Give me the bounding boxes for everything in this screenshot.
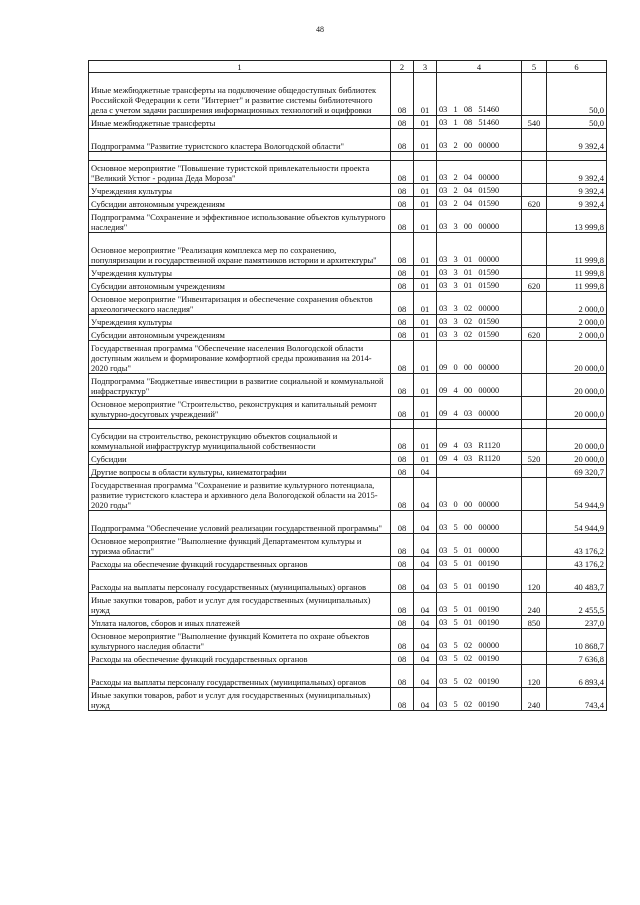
section-code-cell: 08 (391, 665, 414, 688)
target-article-cell: 03 5 01 00190 (437, 557, 522, 570)
row-name-cell: Учреждения культуры (89, 315, 391, 328)
table-row (89, 629, 607, 652)
subsection-code-cell: 01 (414, 161, 437, 184)
subsection-code-cell: 01 (414, 129, 437, 152)
target-article-cell: 03 5 02 00190 (437, 688, 522, 711)
target-article-cell: 03 5 01 00190 (437, 616, 522, 629)
section-code-cell: 08 (391, 557, 414, 570)
expense-type-cell (522, 152, 547, 161)
expense-type-cell: 240 (522, 688, 547, 711)
row-name-cell: Подпрограмма "Обеспечение условий реализации государственной программы" (89, 511, 391, 534)
expense-type-cell: 540 (522, 116, 547, 129)
table-body (89, 73, 607, 711)
target-article-cell: 03 3 00 00000 (437, 210, 522, 233)
expense-type-cell (522, 534, 547, 557)
section-code-cell: 08 (391, 616, 414, 629)
table-row (89, 152, 607, 161)
subsection-code-cell (414, 152, 437, 161)
amount-cell: 237,0 (547, 616, 607, 629)
row-name-cell: Субсидии на строительство, реконструкцию объектов социальной и коммунальной инфраструктур муниципальной собственности (89, 429, 391, 452)
section-code-cell: 08 (391, 129, 414, 152)
target-article-cell: 09 4 03 R1120 (437, 429, 522, 452)
subsection-code-cell: 04 (414, 629, 437, 652)
table-row (89, 665, 607, 688)
expense-type-cell (522, 341, 547, 374)
row-name-cell: Основное мероприятие "Выполнение функций Комитета по охране объектов культурного наследия области" (89, 629, 391, 652)
target-article-cell: 09 4 00 00000 (437, 374, 522, 397)
table-row (89, 534, 607, 557)
target-article-cell: 03 2 04 01590 (437, 184, 522, 197)
subsection-code-cell: 01 (414, 279, 437, 292)
section-code-cell: 08 (391, 629, 414, 652)
subsection-code-cell: 04 (414, 665, 437, 688)
section-code-cell: 08 (391, 73, 414, 116)
amount-cell: 11 999,8 (547, 279, 607, 292)
amount-cell: 9 392,4 (547, 129, 607, 152)
target-article-cell: 03 1 08 51460 (437, 116, 522, 129)
amount-cell: 69 320,7 (547, 465, 607, 478)
row-name-cell: Уплата налогов, сборов и иных платежей (89, 616, 391, 629)
target-article-cell: 03 3 02 01590 (437, 328, 522, 341)
target-article-cell: 03 3 01 01590 (437, 279, 522, 292)
table-row (89, 197, 607, 210)
expense-type-cell: 620 (522, 279, 547, 292)
table-row (89, 616, 607, 629)
table-row (89, 688, 607, 711)
column-header-1: 1 (89, 61, 391, 73)
subsection-code-cell: 01 (414, 429, 437, 452)
target-article-cell: 03 5 02 00190 (437, 652, 522, 665)
table-row (89, 73, 607, 116)
amount-cell: 54 944,9 (547, 511, 607, 534)
table-row (89, 420, 607, 429)
row-name-cell: Учреждения культуры (89, 266, 391, 279)
subsection-code-cell: 01 (414, 397, 437, 420)
section-code-cell: 08 (391, 534, 414, 557)
expense-type-cell (522, 478, 547, 511)
target-article-cell: 03 3 02 01590 (437, 315, 522, 328)
row-name-cell: Расходы на выплаты персоналу государственных (муниципальных) органов (89, 665, 391, 688)
amount-cell: 20 000,0 (547, 452, 607, 465)
expense-type-cell (522, 374, 547, 397)
subsection-code-cell: 01 (414, 197, 437, 210)
amount-cell: 9 392,4 (547, 197, 607, 210)
section-code-cell: 08 (391, 184, 414, 197)
section-code-cell: 08 (391, 279, 414, 292)
expense-type-cell (522, 292, 547, 315)
amount-cell: 9 392,4 (547, 161, 607, 184)
subsection-code-cell: 04 (414, 616, 437, 629)
expense-type-cell (522, 129, 547, 152)
subsection-code-cell (414, 420, 437, 429)
row-name-cell: Субсидии (89, 452, 391, 465)
subsection-code-cell: 01 (414, 328, 437, 341)
subsection-code-cell: 04 (414, 511, 437, 534)
expense-type-cell: 620 (522, 197, 547, 210)
row-name-cell: Субсидии автономным учреждениям (89, 279, 391, 292)
table-row (89, 593, 607, 616)
subsection-code-cell: 04 (414, 688, 437, 711)
amount-cell: 2 000,0 (547, 292, 607, 315)
target-article-cell (437, 152, 522, 161)
expense-type-cell (522, 315, 547, 328)
target-article-cell: 03 2 04 00000 (437, 161, 522, 184)
row-name-cell: Расходы на обеспечение функций государственных органов (89, 557, 391, 570)
section-code-cell: 08 (391, 328, 414, 341)
expense-type-cell (522, 652, 547, 665)
section-code-cell: 08 (391, 341, 414, 374)
expense-type-cell (522, 397, 547, 420)
table-row (89, 478, 607, 511)
subsection-code-cell: 04 (414, 593, 437, 616)
table-row (89, 557, 607, 570)
subsection-code-cell: 04 (414, 465, 437, 478)
subsection-code-cell: 01 (414, 374, 437, 397)
target-article-cell: 09 0 00 00000 (437, 341, 522, 374)
expense-type-cell (522, 511, 547, 534)
target-article-cell: 03 5 00 00000 (437, 511, 522, 534)
expense-type-cell (522, 429, 547, 452)
section-code-cell: 08 (391, 688, 414, 711)
target-article-cell: 03 5 02 00190 (437, 665, 522, 688)
amount-cell: 54 944,9 (547, 478, 607, 511)
section-code-cell: 08 (391, 511, 414, 534)
row-name-cell: Другие вопросы в области культуры, кинематографии (89, 465, 391, 478)
expense-type-cell (522, 233, 547, 266)
target-article-cell (437, 420, 522, 429)
row-name-cell: Подпрограмма "Бюджетные инвестиции в развитие социальной и коммунальной инфраструктур" (89, 374, 391, 397)
subsection-code-cell: 01 (414, 341, 437, 374)
section-code-cell: 08 (391, 429, 414, 452)
expense-type-cell (522, 557, 547, 570)
expense-type-cell (522, 266, 547, 279)
budget-table (88, 60, 607, 711)
table-row (89, 652, 607, 665)
table-row (89, 465, 607, 478)
subsection-code-cell: 01 (414, 116, 437, 129)
amount-cell: 40 483,7 (547, 570, 607, 593)
target-article-cell: 03 3 01 01590 (437, 266, 522, 279)
row-name-cell: Основное мероприятие "Реализация комплекса мер по сохранению, популяризации и государственной охране памятников истории и архитектуры" (89, 233, 391, 266)
subsection-code-cell: 01 (414, 266, 437, 279)
row-name-cell: Основное мероприятие "Инвентаризация и обеспечение сохранения объектов археологического наследия" (89, 292, 391, 315)
row-name-cell (89, 152, 391, 161)
expense-type-cell (522, 465, 547, 478)
table-row (89, 328, 607, 341)
amount-cell: 7 636,8 (547, 652, 607, 665)
column-header-5: 5 (522, 61, 547, 73)
amount-cell: 2 455,5 (547, 593, 607, 616)
row-name-cell: Иные межбюджетные трансферты на подключение общедоступных библиотек Российской Федерации к сети "Интернет" и развитие системы библиотечного дела с учетом задачи расширения информационных технологий и оцифровки (89, 73, 391, 116)
table-row (89, 315, 607, 328)
row-name-cell: Иные закупки товаров, работ и услуг для государственных (муниципальных) нужд (89, 593, 391, 616)
column-header-4: 4 (437, 61, 522, 73)
amount-cell: 6 893,4 (547, 665, 607, 688)
amount-cell: 43 176,2 (547, 534, 607, 557)
subsection-code-cell: 04 (414, 478, 437, 511)
amount-cell: 13 999,8 (547, 210, 607, 233)
table-row (89, 374, 607, 397)
table-row (89, 279, 607, 292)
table-row (89, 161, 607, 184)
section-code-cell: 08 (391, 210, 414, 233)
row-name-cell: Подпрограмма "Развитие туристского кластера Вологодской области" (89, 129, 391, 152)
amount-cell: 2 000,0 (547, 328, 607, 341)
table-row (89, 511, 607, 534)
subsection-code-cell: 01 (414, 210, 437, 233)
section-code-cell: 08 (391, 452, 414, 465)
row-name-cell: Основное мероприятие "Строительство, реконструкция и капитальный ремонт культурно-досуговых учреждений" (89, 397, 391, 420)
expense-type-cell (522, 420, 547, 429)
section-code-cell: 08 (391, 315, 414, 328)
amount-cell: 2 000,0 (547, 315, 607, 328)
expense-type-cell (522, 73, 547, 116)
amount-cell: 10 868,7 (547, 629, 607, 652)
target-article-cell: 09 4 03 00000 (437, 397, 522, 420)
column-header-2: 2 (391, 61, 414, 73)
table-row (89, 116, 607, 129)
target-article-cell: 03 5 02 00000 (437, 629, 522, 652)
subsection-code-cell: 04 (414, 652, 437, 665)
expense-type-cell: 520 (522, 452, 547, 465)
expense-type-cell: 120 (522, 570, 547, 593)
row-name-cell: Государственная программа "Сохранение и развитие культурного потенциала, развитие туристского кластера и архивного дела Вологодской области на 2015-2020 годы" (89, 478, 391, 511)
subsection-code-cell: 04 (414, 570, 437, 593)
section-code-cell: 08 (391, 570, 414, 593)
section-code-cell: 08 (391, 116, 414, 129)
section-code-cell: 08 (391, 478, 414, 511)
target-article-cell: 03 2 00 00000 (437, 129, 522, 152)
target-article-cell: 03 5 01 00000 (437, 534, 522, 557)
subsection-code-cell: 01 (414, 233, 437, 266)
section-code-cell: 08 (391, 465, 414, 478)
expense-type-cell (522, 629, 547, 652)
section-code-cell: 08 (391, 374, 414, 397)
amount-cell: 50,0 (547, 73, 607, 116)
table-row (89, 429, 607, 452)
section-code-cell: 08 (391, 652, 414, 665)
amount-cell (547, 420, 607, 429)
subsection-code-cell: 01 (414, 315, 437, 328)
table-row (89, 266, 607, 279)
amount-cell: 20 000,0 (547, 429, 607, 452)
target-article-cell: 03 0 00 00000 (437, 478, 522, 511)
table-row (89, 452, 607, 465)
row-name-cell: Государственная программа "Обеспечение населения Вологодской области доступным жильем и формирование комфортной среды проживания на 2014-2020 годы" (89, 341, 391, 374)
row-name-cell: Субсидии автономным учреждениям (89, 197, 391, 210)
row-name-cell: Основное мероприятие "Повышение туристской привлекательности проекта "Великий Устюг - родина Деда Мороза" (89, 161, 391, 184)
amount-cell: 20 000,0 (547, 341, 607, 374)
table-row (89, 341, 607, 374)
column-header-6: 6 (547, 61, 607, 73)
expense-type-cell: 620 (522, 328, 547, 341)
target-article-cell: 03 1 08 51460 (437, 73, 522, 116)
target-article-cell: 03 5 01 00190 (437, 570, 522, 593)
amount-cell: 50,0 (547, 116, 607, 129)
row-name-cell: Учреждения культуры (89, 184, 391, 197)
section-code-cell: 08 (391, 292, 414, 315)
expense-type-cell (522, 161, 547, 184)
page-number: 48 (316, 25, 324, 34)
subsection-code-cell: 01 (414, 184, 437, 197)
row-name-cell: Расходы на обеспечение функций государственных органов (89, 652, 391, 665)
table-row (89, 292, 607, 315)
expense-type-cell: 240 (522, 593, 547, 616)
subsection-code-cell: 01 (414, 452, 437, 465)
section-code-cell: 08 (391, 266, 414, 279)
table-row (89, 233, 607, 266)
amount-cell (547, 152, 607, 161)
subsection-code-cell: 01 (414, 292, 437, 315)
target-article-cell (437, 465, 522, 478)
row-name-cell: Подпрограмма "Сохранение и эффективное использование объектов культурного наследия" (89, 210, 391, 233)
table-row (89, 129, 607, 152)
section-code-cell: 08 (391, 233, 414, 266)
row-name-cell: Субсидии автономным учреждениям (89, 328, 391, 341)
section-code-cell (391, 420, 414, 429)
amount-cell: 43 176,2 (547, 557, 607, 570)
table-header (89, 61, 607, 73)
row-name-cell: Иные закупки товаров, работ и услуг для государственных (муниципальных) нужд (89, 688, 391, 711)
subsection-code-cell: 01 (414, 73, 437, 116)
row-name-cell (89, 420, 391, 429)
amount-cell: 743,4 (547, 688, 607, 711)
table-row (89, 210, 607, 233)
amount-cell: 11 999,8 (547, 266, 607, 279)
subsection-code-cell: 04 (414, 557, 437, 570)
expense-type-cell (522, 184, 547, 197)
amount-cell: 20 000,0 (547, 397, 607, 420)
row-name-cell: Основное мероприятие "Выполнение функций Департаментом культуры и туризма области" (89, 534, 391, 557)
table-row (89, 184, 607, 197)
target-article-cell: 03 5 01 00190 (437, 593, 522, 616)
expense-type-cell: 850 (522, 616, 547, 629)
target-article-cell: 03 3 02 00000 (437, 292, 522, 315)
amount-cell: 11 999,8 (547, 233, 607, 266)
column-header-3: 3 (414, 61, 437, 73)
row-name-cell: Иные межбюджетные трансферты (89, 116, 391, 129)
section-code-cell: 08 (391, 397, 414, 420)
amount-cell: 9 392,4 (547, 184, 607, 197)
target-article-cell: 03 3 01 00000 (437, 233, 522, 266)
target-article-cell: 09 4 03 R1120 (437, 452, 522, 465)
subsection-code-cell: 04 (414, 534, 437, 557)
expense-type-cell: 120 (522, 665, 547, 688)
target-article-cell: 03 2 04 01590 (437, 197, 522, 210)
section-code-cell (391, 152, 414, 161)
table-row (89, 570, 607, 593)
expense-type-cell (522, 210, 547, 233)
row-name-cell: Расходы на выплаты персоналу государственных (муниципальных) органов (89, 570, 391, 593)
section-code-cell: 08 (391, 197, 414, 210)
section-code-cell: 08 (391, 593, 414, 616)
section-code-cell: 08 (391, 161, 414, 184)
table-row (89, 397, 607, 420)
amount-cell: 20 000,0 (547, 374, 607, 397)
